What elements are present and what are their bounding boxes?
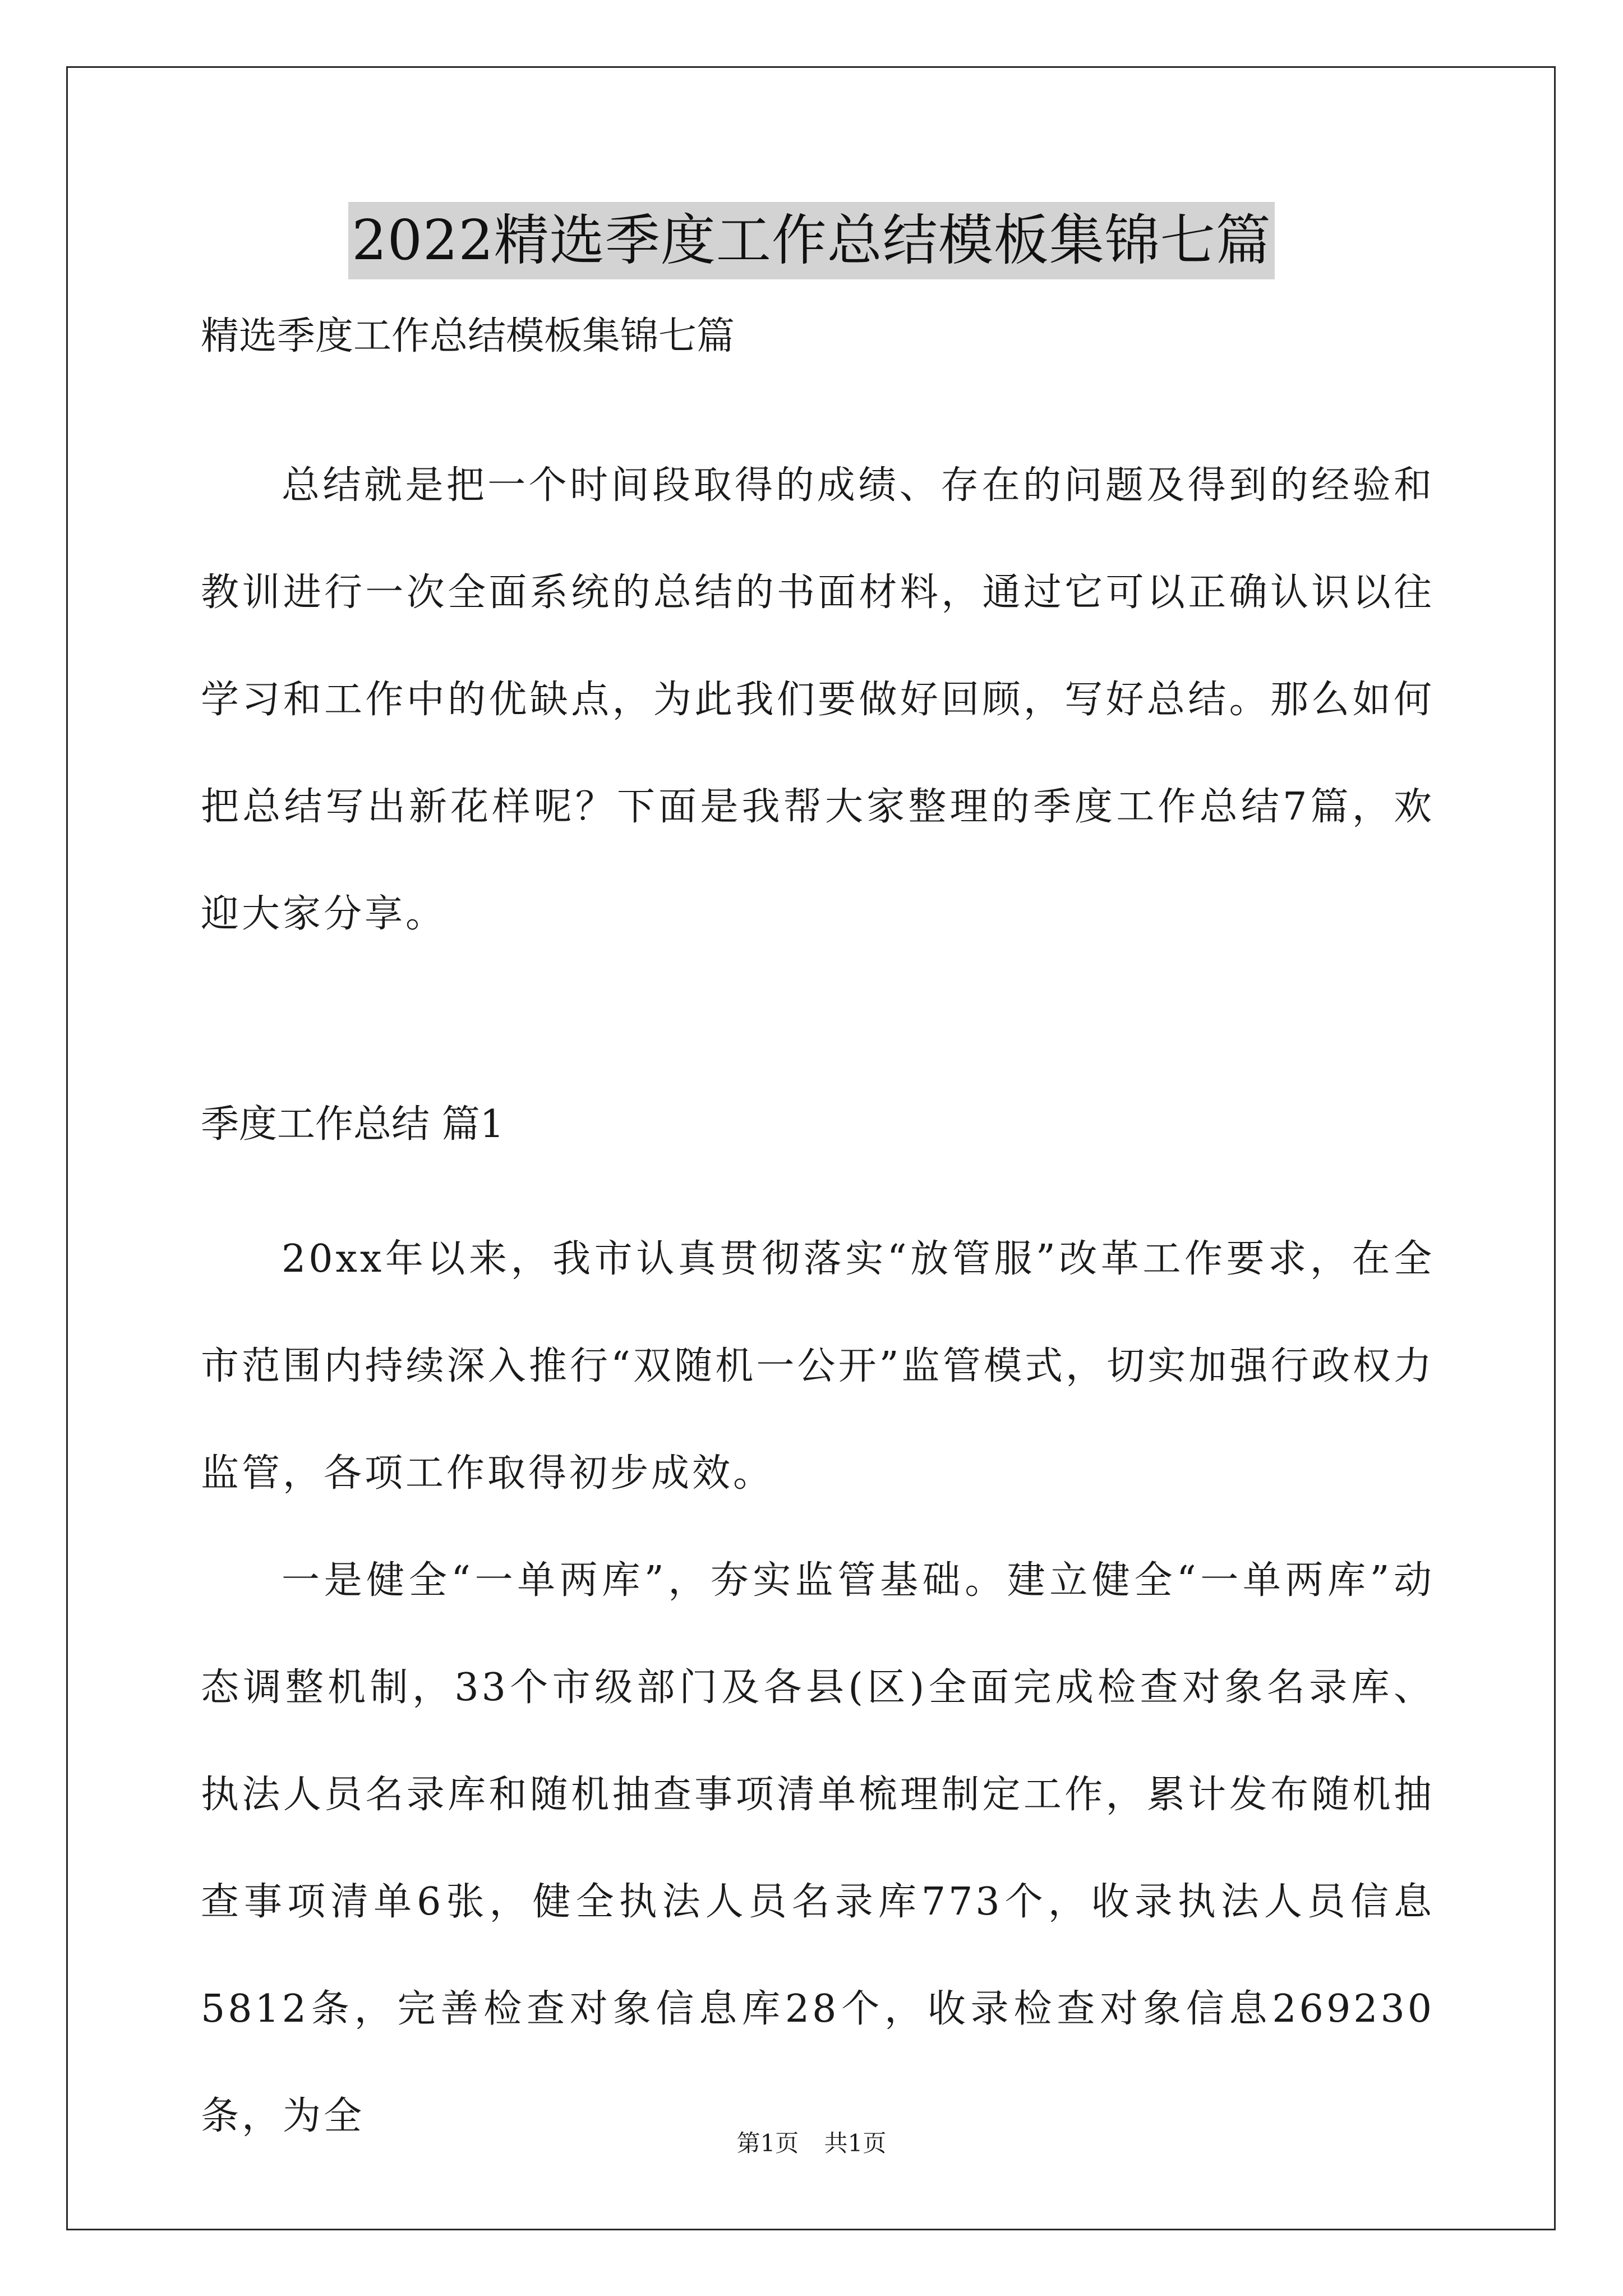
document-body	[201, 314, 1435, 2170]
document-title: 2022精选季度工作总结模板集锦七篇	[348, 202, 1274, 279]
intro-paragraph: 总结就是把一个时间段取得的成绩、存在的问题及得到的经验和教训进行一次全面系统的总结的书面材料，通过它可以正确认识以往学习和工作中的优缺点，为此我们要做好回顾，写好总结。那么如何把总结写出新花样呢？下面是我帮大家整理的季度工作总结7篇，欢迎大家分享。	[201, 463, 1435, 936]
body-paragraph-1: 20xx年以来，我市认真贯彻落实“放管服”改革工作要求，在全市范围内持续深入推行“双随机一公开”监管模式，切实加强行政权力监管，各项工作取得初步成效。	[201, 1237, 1435, 1496]
page-footer	[0, 2129, 1623, 2157]
title-container	[0, 202, 1623, 279]
body-paragraph-2: 一是健全“一单两库”，夯实监管基础。建立健全“一单两库”动态调整机制，33个市级部门及各县(区)全面完成检查对象名录库、执法人员名录库和随机抽查事项清单梳理制定工作，累计发布随机抽查事项清单6张，健全执法人员名录库773个，收录执法人员信息5812条，完善检查对象信息库28个，收录检查对象信息269230条，为全	[201, 1558, 1435, 2138]
page-number-current: 第1页	[736, 2129, 799, 2157]
section-heading: 季度工作总结 篇1	[201, 1102, 504, 1147]
document-subtitle: 精选季度工作总结模板集锦七篇	[201, 314, 735, 358]
page-number-total: 共1页	[824, 2129, 887, 2157]
